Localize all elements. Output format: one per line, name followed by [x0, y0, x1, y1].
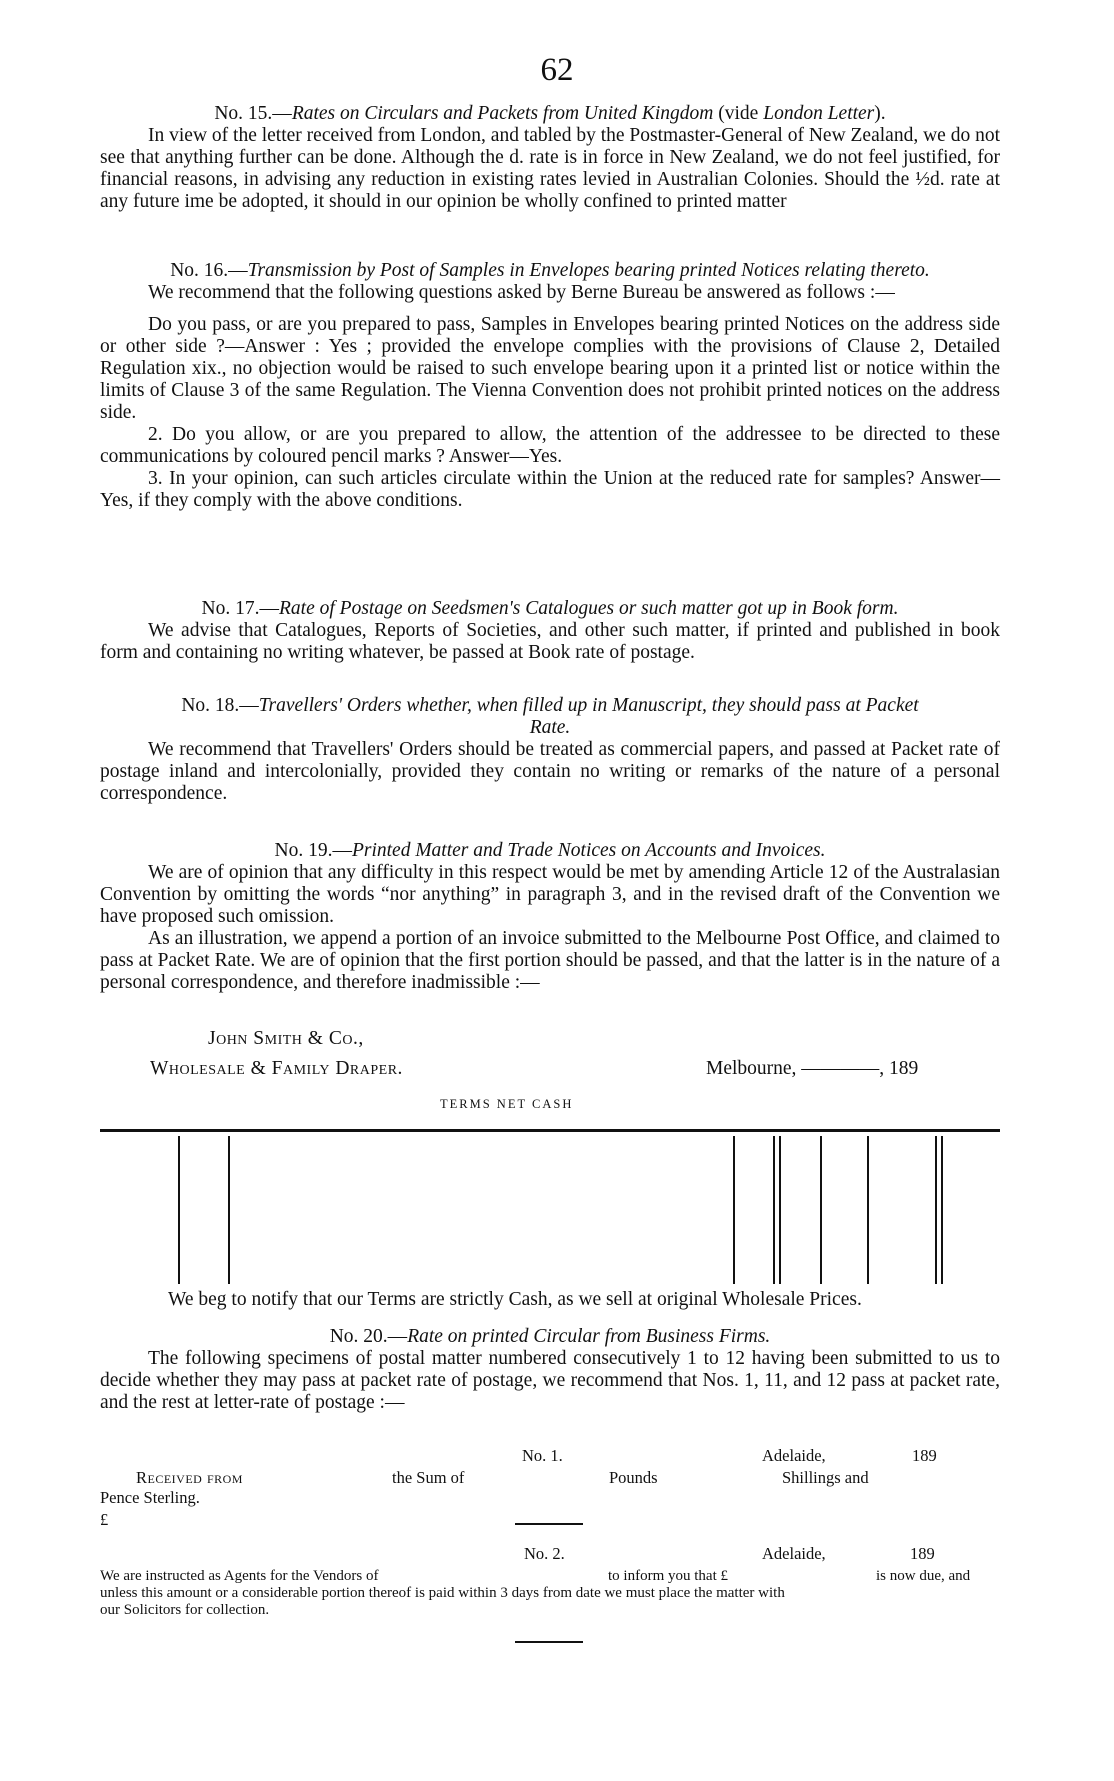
section-15-number: No. 15.—: [214, 103, 292, 124]
page-number: 62: [540, 52, 574, 88]
specimen-1-pounds: Pounds: [609, 1468, 658, 1487]
section-20-title: Rate on printed Circular from Business Firms.: [407, 1326, 771, 1347]
invoice-column-line: [733, 1136, 735, 1284]
specimen-2-number: No. 2.: [524, 1544, 565, 1563]
section-19-number: No. 19.—: [274, 840, 352, 861]
section-15-title: Rates on Circulars and Packets from United Kingdom: [291, 103, 714, 124]
section-20-number: No. 20.—: [329, 1326, 408, 1347]
specimen-2-divider: [515, 1641, 583, 1643]
invoice-top-rule: [100, 1129, 1000, 1132]
section-15-heading: [100, 103, 1000, 125]
invoice-column-line: [820, 1136, 822, 1284]
section-15-ref: (vide: [713, 103, 764, 124]
specimen-1-shillings: Shillings and: [782, 1468, 869, 1487]
section-18-heading: [100, 695, 1000, 739]
invoice-column-line: [941, 1136, 943, 1284]
specimen-1-year: 189: [912, 1446, 937, 1465]
specimen-1-place: Adelaide,: [762, 1446, 826, 1465]
invoice-trade: Wholesale & Family Draper.: [150, 1058, 403, 1079]
section-15: [100, 103, 1000, 213]
specimen-2-line-3: our Solicitors for collection.: [100, 1602, 270, 1618]
section-16-question-3: 3. In your opinion, can such articles circulate within the Union at the reduced rate for samples? Answer—Yes, if they comply with the above conditions.: [100, 468, 1000, 511]
section-18-title: Travellers' Orders whether, when filled up in Manuscript, they should pass at Packet Rate.: [258, 695, 919, 738]
invoice-column-line: [867, 1136, 869, 1284]
specimen-1-received: Received from: [136, 1468, 243, 1487]
section-19-body-1: We are of opinion that any difficulty in this respect would be met by amending Article 12 of the Australasian Convention by omitting the words “nor anything” in paragraph 3, and in the revised draft of the Convention we have proposed such omission.: [100, 862, 1000, 927]
section-16-question-2: 2. Do you allow, or are you prepared to allow, the attention of the addressee to be directed to these communications by coloured pencil marks ? Answer—Yes.: [100, 424, 1000, 467]
specimen-2-line-1b: to inform you that £: [608, 1568, 728, 1584]
section-19-body-2: As an illustration, we append a portion of an invoice submitted to the Melbourne Post Office, and claimed to pass at Packet Rate. We are of opinion that the first portion should be passed, and that the latter is in the nature of a personal correspondence, and therefore inadmissible :—: [100, 928, 1000, 993]
section-15-body: In view of the letter received from London, and tabled by the Postmaster-General of New Zealand, we do not see that anything further can be done. Although the d. rate is in force in New Zealand, we do not feel justified, for financial reasons, in advising any reduction in existing rates levied in Australian Colonies. Should the ½d. rate at any future ime be adopted, it should in our opinion be wholly confined to printed matter: [100, 125, 1000, 212]
section-18-body: We recommend that Travellers' Orders should be treated as commercial papers, and passed at Packet rate of postage inland and intercolonially, provided they contain no writing or remarks of the nature of a personal correspondence.: [100, 739, 1000, 804]
section-19: [100, 840, 1000, 994]
section-17: [100, 598, 1000, 664]
section-16-intro: We recommend that the following questions asked by Berne Bureau be answered as follows :—: [148, 282, 895, 303]
section-20: [100, 1326, 1000, 1414]
section-20-heading: [100, 1326, 1000, 1348]
section-19-title: Printed Matter and Trade Notices on Accounts and Invoices.: [351, 840, 826, 861]
section-20-body: The following specimens of postal matter numbered consecutively 1 to 12 having been submitted to us to decide whether they may pass at packet rate of postage, we recommend that Nos. 1, 11, and 12 pass at packet rate, and the rest at letter-rate of postage :—: [100, 1348, 1000, 1413]
specimen-1-pound-sign: £: [100, 1510, 109, 1529]
section-17-heading: [100, 598, 1000, 620]
section-16-question-1: Do you pass, or are you prepared to pass, Samples in Envelopes bearing printed Notices on the address side or other side ?—Answer : Yes ; provided the envelope complies with the provisions of Clause 2, Detailed Regulation xix., no objection would be raised to such envelope bearing upon it a printed list or notice within the limits of Clause 3 of the same Regulation. The Vienna Convention does not prohibit printed notices on the address side.: [100, 314, 1000, 423]
specimen-2-year: 189: [910, 1544, 935, 1563]
section-16: [100, 260, 1000, 512]
specimen-2-line-1a: We are instructed as Agents for the Vendors of: [100, 1568, 379, 1584]
section-18: [100, 695, 1000, 805]
specimen-2-line-2: unless this amount or a considerable portion thereof is paid within 3 days from date we must place the matter with: [100, 1585, 785, 1601]
invoice-column-line: [773, 1136, 775, 1284]
invoice-column-line: [228, 1136, 230, 1284]
section-16-number: No. 16.—: [170, 260, 248, 281]
invoice-column-line: [779, 1136, 781, 1284]
section-17-number: No. 17.—: [201, 598, 279, 619]
section-17-title: Rate of Postage on Seedsmen's Catalogues or such matter got up in Book form.: [279, 598, 899, 619]
section-15-ref-end: ).: [874, 103, 886, 124]
section-16-heading: [100, 260, 1000, 282]
specimen-2-line-1c: is now due, and: [876, 1568, 971, 1584]
section-17-body: We advise that Catalogues, Reports of Societies, and other such matter, if printed and published in book form and containing no writing whatever, be passed at Book rate of postage.: [100, 620, 1000, 663]
invoice-column-line: [935, 1136, 937, 1284]
invoice-firm-name: John Smith & Co.,: [208, 1028, 364, 1049]
invoice-column-line: [178, 1136, 180, 1284]
specimen-1-sum: the Sum of: [392, 1468, 465, 1487]
section-16-title: Transmission by Post of Samples in Envelopes bearing printed Notices relating thereto.: [247, 260, 930, 281]
invoice-notice: We beg to notify that our Terms are strictly Cash, as we sell at original Wholesale Prices.: [168, 1289, 862, 1310]
invoice-terms: TERMS NET CASH: [440, 1097, 574, 1111]
section-19-heading: [100, 840, 1000, 862]
section-15-ref-italic: London Letter: [763, 103, 875, 124]
section-18-number: No. 18.—: [181, 695, 259, 716]
specimen-1-number: No. 1.: [522, 1446, 563, 1465]
invoice-place-date: Melbourne, ————, 189: [706, 1058, 919, 1079]
specimen-2-place: Adelaide,: [762, 1544, 826, 1563]
specimen-1-divider: [515, 1523, 583, 1525]
specimen-1-pence: Pence Sterling.: [100, 1488, 200, 1507]
